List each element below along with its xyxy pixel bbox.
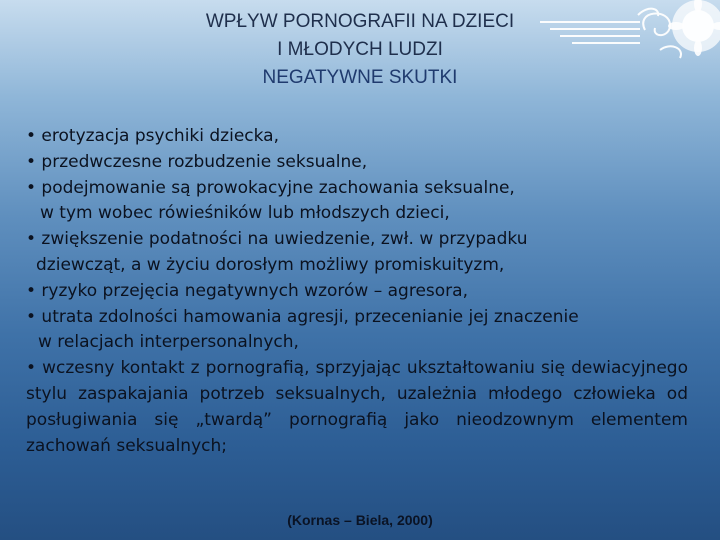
page-title-line-1: WPŁYW PORNOGRAFII NA DZIECI [205,11,515,32]
list-item: • przedwczesne rozbudzenie seksualne, [26,151,368,172]
list-item-continuation: w relacjach interpersonalnych, [38,332,299,353]
list-item: • ryzyko przejęcia negatywnych wzorów – agresora, [26,280,468,301]
list-item: • wczesny kontakt z pornografią, sprzyjając ukształtowaniu się dewiacyjnego stylu zaspakajania potrzeb seksualnych, uzależnia młodego człowieka od posługiwania się „twardą” pornografią jako nieodzownym elementem zachowań seksualnych; [26,358,688,456]
page-title-line-2: I MŁODYCH LUDZI [277,39,443,60]
page-subtitle: NEGATYWNE SKUTKI [262,67,458,88]
list-item: • erotyzacja psychiki dziecka, [26,126,279,146]
list-item: • utrata zdolności hamowania agresji, przecenianie jej znaczenie [26,306,579,327]
citation: (Kornas – Biela, 2000) [287,512,433,528]
list-item-continuation: dziewcząt, a w życiu dorosłym możliwy promiskuityzm, [36,254,505,275]
title-block [0,8,720,92]
bullet-list [26,124,688,459]
list-item-continuation: w tym wobec rówieśników lub młodszych dzieci, [40,203,450,224]
list-item: • podejmowanie są prowokacyjne zachowania seksualne, [26,177,515,198]
list-item: • zwiększenie podatności na uwiedzenie, zwł. w przypadku [26,229,528,250]
